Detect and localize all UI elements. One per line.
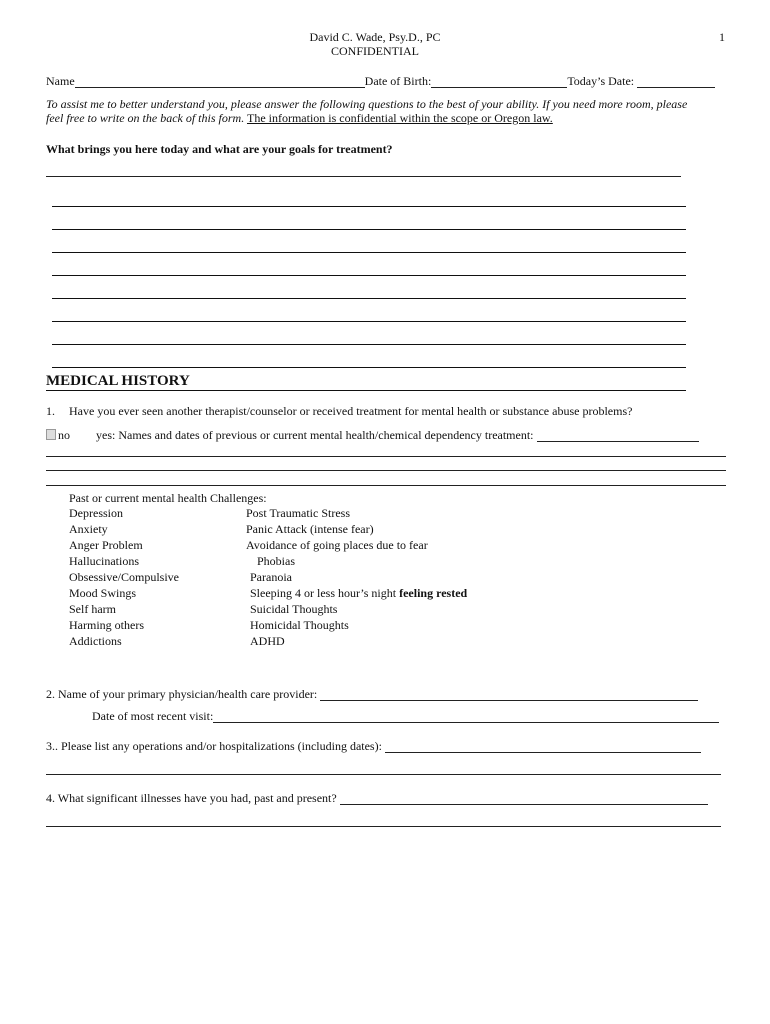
goals-line[interactable] xyxy=(46,176,681,177)
goals-question: What brings you here today and what are your goals for treatment? xyxy=(46,142,393,156)
challenge-left-item: Obsessive/Compulsive xyxy=(69,570,179,584)
no-label: no xyxy=(58,428,70,442)
dob-field[interactable] xyxy=(431,75,567,88)
q3-answer-line[interactable] xyxy=(46,774,721,775)
practitioner-name: David C. Wade, Psy.D., PC xyxy=(309,30,441,44)
challenge-right-item: Post Traumatic Stress xyxy=(246,506,351,520)
challenge-left-item: Harming others xyxy=(69,618,144,632)
q1-answer-line[interactable] xyxy=(46,470,726,471)
challenge-right-item: Homicidal Thoughts xyxy=(250,618,349,632)
challenge-right-item: ADHD xyxy=(250,634,285,648)
q4-text: What significant illnesses have you had, past and present? xyxy=(57,791,337,805)
challenge-right-item-sleeping: Sleeping 4 or less hour’s night feeling rested xyxy=(250,586,468,600)
yes-label: yes: xyxy=(96,428,116,442)
challenge-left-item: Anxiety xyxy=(69,522,108,536)
physician-field[interactable] xyxy=(320,688,698,701)
name-field[interactable] xyxy=(75,75,365,88)
challenge-right-item: Suicidal Thoughts xyxy=(250,602,338,616)
visit-date-field[interactable] xyxy=(213,710,719,723)
today-field[interactable] xyxy=(637,75,715,88)
intro-text-2: feel free to write on the back of this form. The information is confidential within the scope or Oregon law. xyxy=(46,111,553,125)
goals-line[interactable] xyxy=(52,344,686,345)
visit-label: Date of most recent visit: xyxy=(92,709,214,723)
illnesses-field[interactable] xyxy=(340,792,708,805)
q2-number: 2. xyxy=(46,687,55,701)
q3-row xyxy=(46,739,701,753)
intro-text: To assist me to better understand you, please answer the following questions to the best of your ability. If you need more room, please xyxy=(46,97,688,111)
q1-answer-line[interactable] xyxy=(46,485,726,486)
challenge-left-item: Anger Problem xyxy=(69,538,143,552)
q2-row xyxy=(46,687,698,701)
goals-line[interactable] xyxy=(52,367,686,368)
medical-history-heading: MEDICAL HISTORY xyxy=(46,373,190,389)
goals-line[interactable] xyxy=(52,229,686,230)
q4-answer-line[interactable] xyxy=(46,826,721,827)
q2-text: Name of your primary physician/health care provider: xyxy=(58,687,318,701)
challenge-left-item: Addictions xyxy=(69,634,122,648)
q3-number: 3.. xyxy=(46,739,58,753)
goals-line[interactable] xyxy=(52,206,686,207)
q1-followup-field[interactable] xyxy=(537,429,699,442)
challenge-left-item: Mood Swings xyxy=(69,586,137,600)
q3-text: Please list any operations and/or hospitalizations (including dates): xyxy=(61,739,382,753)
q2-visit-row xyxy=(92,709,719,723)
q1-answer-line[interactable] xyxy=(46,456,726,457)
goals-line[interactable] xyxy=(52,252,686,253)
challenges-title: Past or current mental health Challenges: xyxy=(69,491,267,505)
operations-field[interactable] xyxy=(385,740,701,753)
q1-text: Have you ever seen another therapist/counselor or received treatment for mental health or substance abuse problems? xyxy=(69,404,633,418)
q1-answer-row xyxy=(46,428,699,442)
name-label: Name xyxy=(46,74,75,88)
page-number: 1 xyxy=(719,30,725,44)
heading-rule xyxy=(46,390,686,391)
goals-line[interactable] xyxy=(52,275,686,276)
challenge-left-item: Depression xyxy=(69,506,123,520)
no-checkbox[interactable] xyxy=(46,429,56,440)
q1-followup: Names and dates of previous or current mental health/chemical dependency treatment: xyxy=(118,428,534,442)
q4-row xyxy=(46,791,708,805)
challenge-right-item: Avoidance of going places due to fear xyxy=(246,538,428,552)
dob-label: Date of Birth: xyxy=(364,74,432,88)
confidential-label: CONFIDENTIAL xyxy=(331,44,419,58)
challenge-right-item: Phobias xyxy=(257,554,296,568)
goals-line[interactable] xyxy=(52,298,686,299)
q1-number: 1. xyxy=(46,404,55,418)
challenge-right-item: Panic Attack (intense fear) xyxy=(246,522,374,536)
challenge-left-item: Hallucinations xyxy=(69,554,139,568)
goals-line[interactable] xyxy=(52,321,686,322)
challenge-left-item: Self harm xyxy=(69,602,116,616)
today-label: Today’s Date: xyxy=(567,74,635,88)
patient-info-line xyxy=(46,74,715,88)
confidential-notice: The information is confidential within the scope or Oregon law. xyxy=(246,111,553,125)
q4-number: 4. xyxy=(46,791,55,805)
challenge-right-item: Paranoia xyxy=(250,570,292,584)
